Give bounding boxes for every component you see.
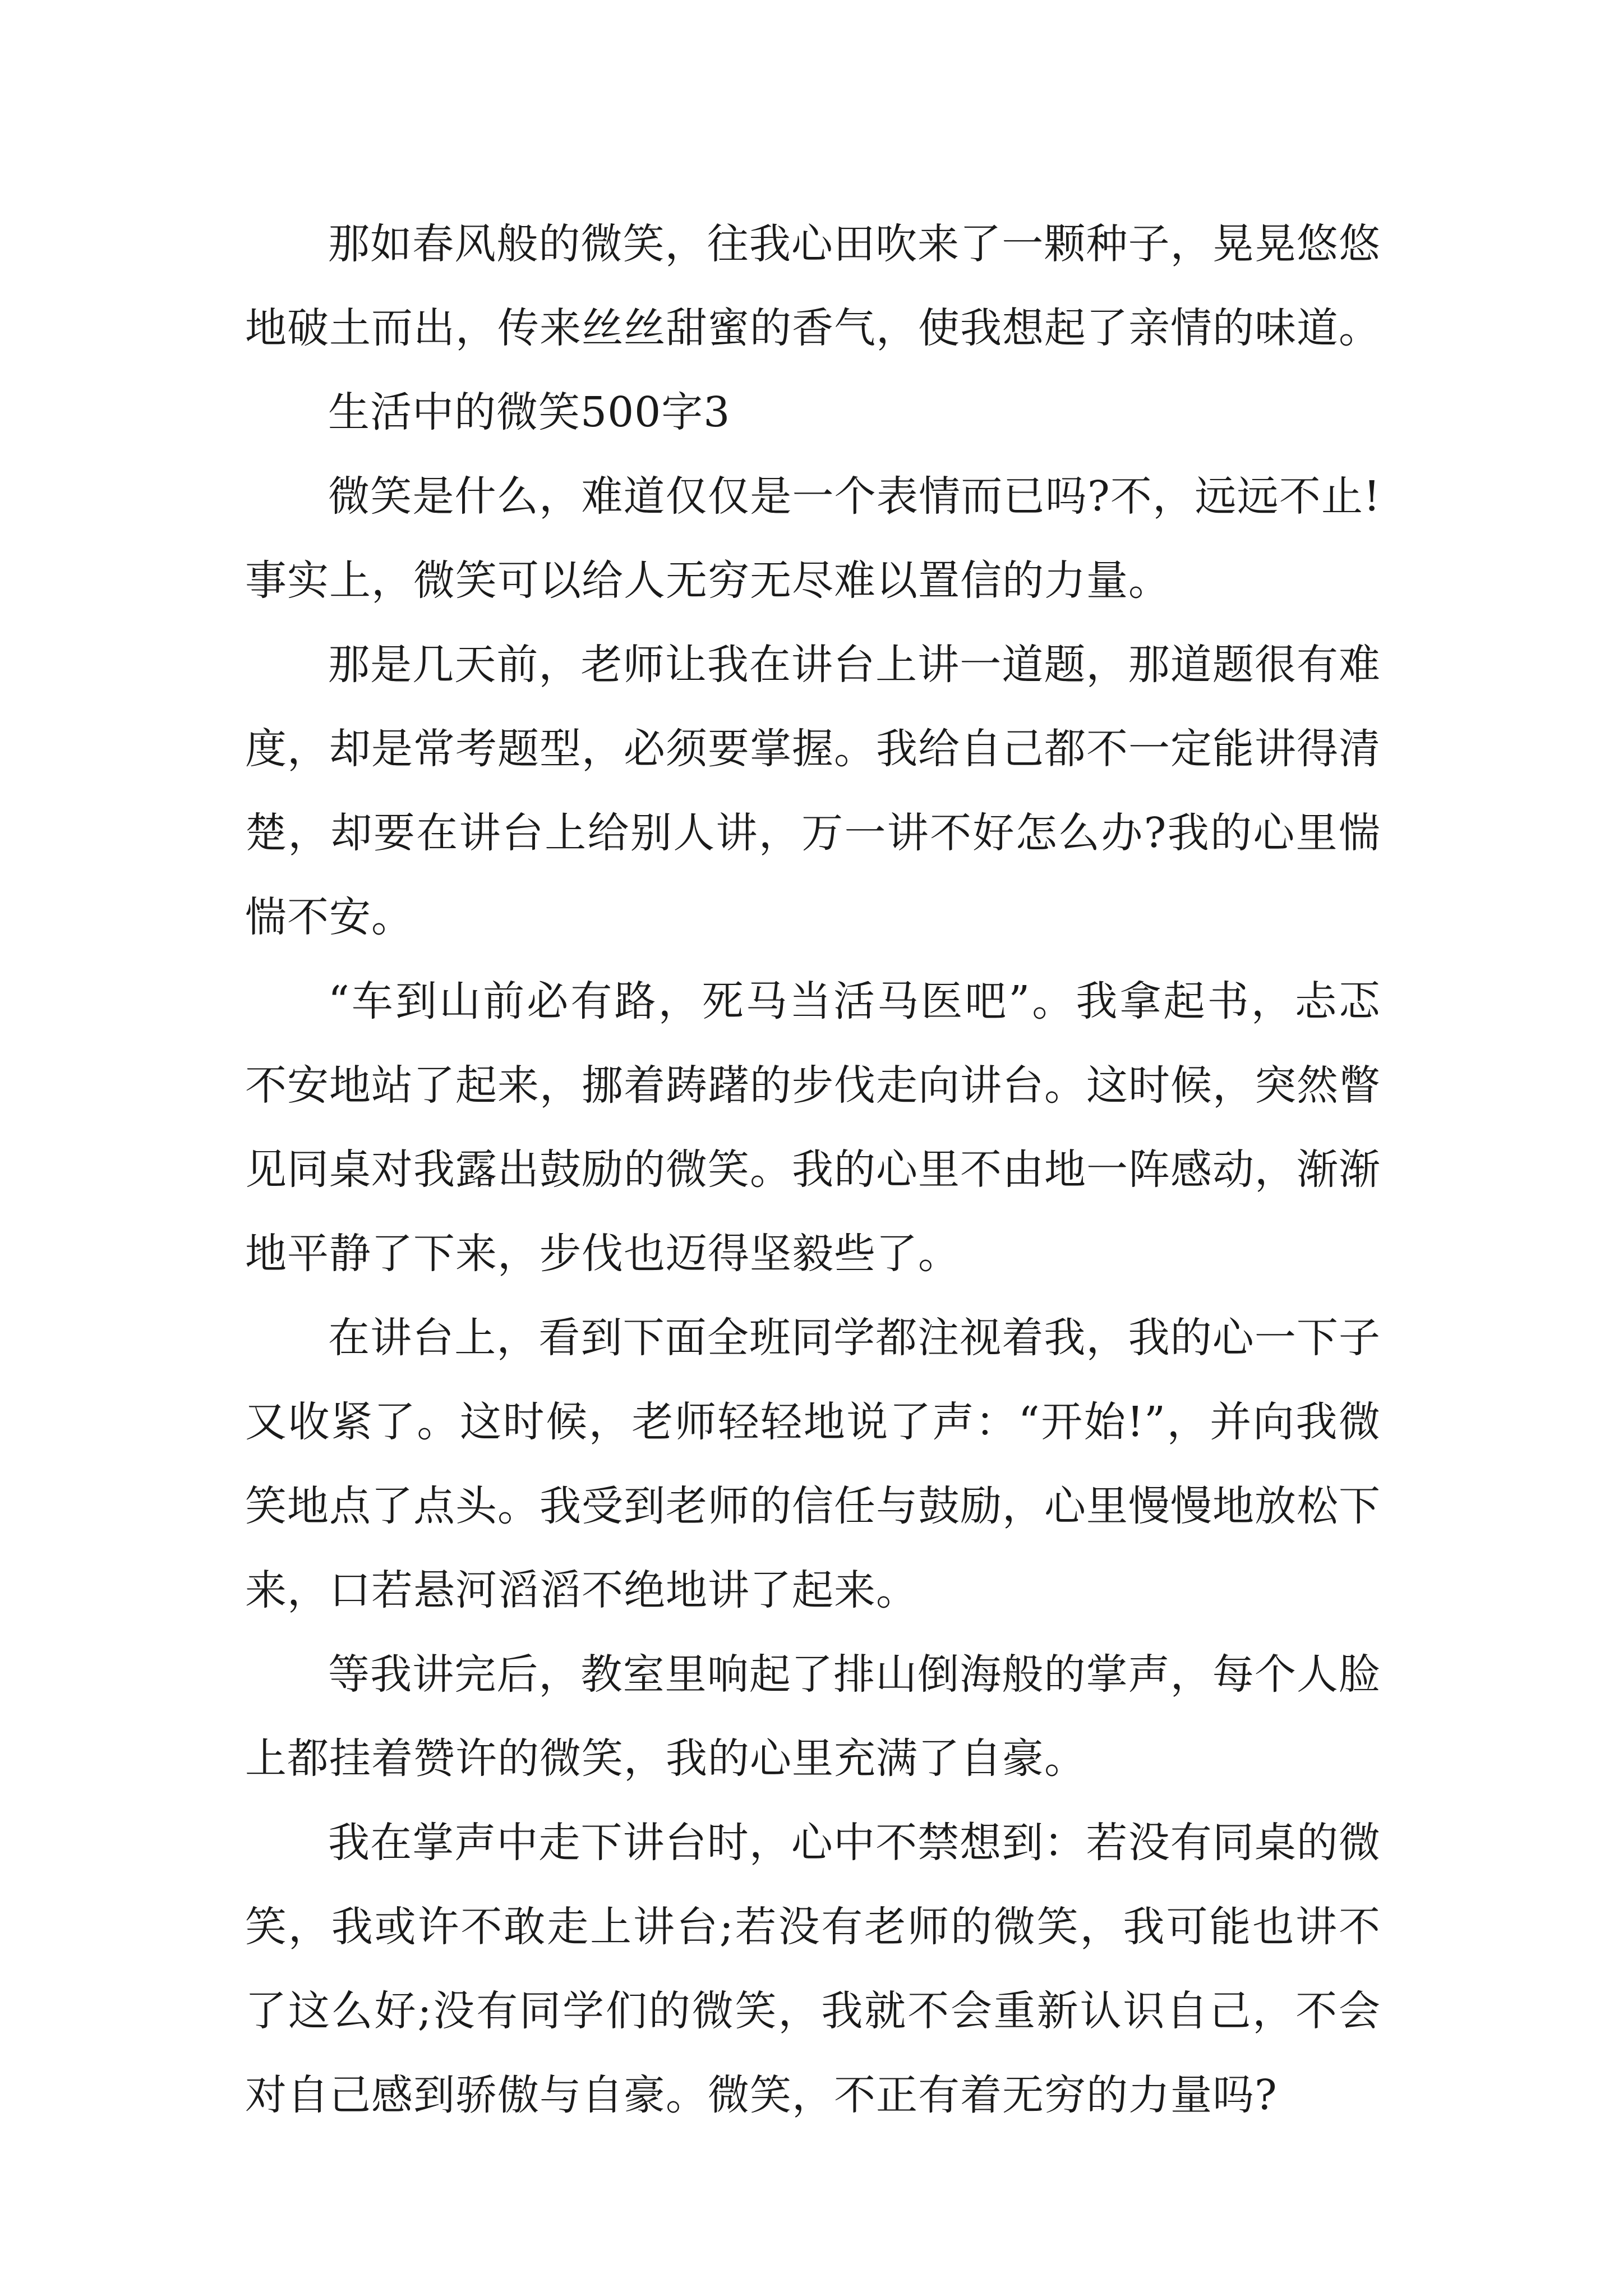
paragraph-5: 在讲台上，看到下面全班同学都注视着我，我的心一下子又收紧了。这时候，老师轻轻地说了声：“开始!”，并向我微笑地点了点头。我受到老师的信任与鼓励，心里慢慢地放松下来，口若悬河滔滔不绝地讲了起来。 [245,1314,1381,1614]
paragraph-6: 等我讲完后，教室里响起了排山倒海般的掌声，每个人脸上都挂着赞许的微笑，我的心里充满了自豪。 [245,1650,1381,1783]
paragraph-7: 我在掌声中走下讲台时，心中不禁想到：若没有同桌的微笑，我或许不敢走上讲台;若没有老师的微笑，我可能也讲不了这么好;没有同学们的微笑，我就不会重新认识自己，不会对自己感到骄傲与自豪。微笑，不正有着无穷的力量吗? [245,1819,1381,2119]
paragraph-1: 那如春风般的微笑，往我心田吹来了一颗种子，晃晃悠悠地破土而出，传来丝丝甜蜜的香气，使我想起了亲情的味道。 [245,220,1381,352]
document-body [245,202,1381,2137]
paragraph-4: “车到山前必有路，死马当活马医吧”。我拿起书，忐忑不安地站了起来，挪着踌躇的步伐走向讲台。这时候，突然瞥见同桌对我露出鼓励的微笑。我的心里不由地一阵感动，渐渐地平静了下来，步伐也迈得坚毅些了。 [245,977,1381,1278]
paragraph-3: 那是几天前，老师让我在讲台上讲一道题，那道题很有难度，却是常考题型，必须要掌握。我给自己都不一定能讲得清楚，却要在讲台上给别人讲，万一讲不好怎么办?我的心里惴惴不安。 [245,641,1381,941]
paragraph-2: 微笑是什么，难道仅仅是一个表情而已吗?不，远远不止!事实上，微笑可以给人无穷无尽难以置信的力量。 [245,472,1381,605]
section-heading: 生活中的微笑500字3 [328,388,731,436]
